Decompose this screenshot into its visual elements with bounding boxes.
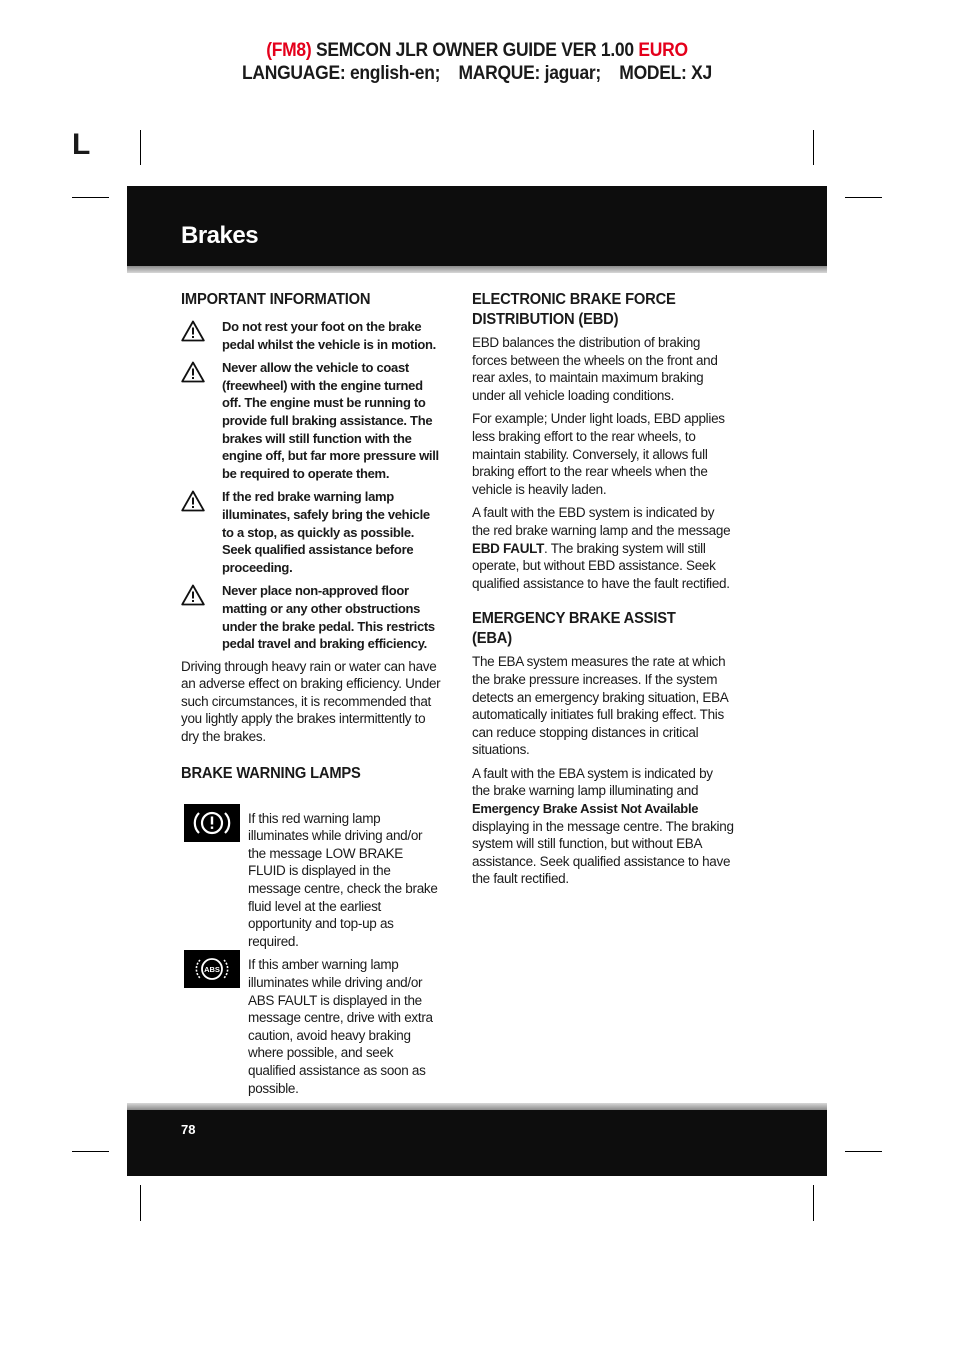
ebd-fault-message: EBD FAULT [472,540,545,556]
warning-text: Do not rest your foot on the brake pedal whilst the vehicle is in motion. [222,319,436,352]
lamp-item [181,956,443,1097]
ebd-paragraph-3 [472,504,734,592]
warning-triangle-icon [181,359,222,388]
left-column [181,290,443,1097]
document-header-line1 [38,40,916,62]
ebd-paragraph-2: For example; Under light loads, EBD applies less braking effort to the rear wheels, to maintain stability. Conversely, it allows full braking effort to the rear wheels when the vehicle is heavily laden. [472,411,725,497]
crop-mark [72,1151,109,1152]
eba-heading: EMERGENCY BRAKE ASSIST (EBA) [472,610,676,648]
crop-mark [140,130,141,165]
warning-text: Never place non-approved floor matting or any other obstructions under the brake pedal. This restricts pedal travel and braking efficiency. [222,583,435,652]
warning-text: If the red brake warning lamp illuminates, safely bring the vehicle to a stop, as quickly as possible. Seek qualified assistance before proceeding. [222,489,430,575]
crop-mark [813,1185,814,1221]
ebd-heading: ELECTRONIC BRAKE FORCE DISTRIBUTION (EBD) [472,291,676,328]
header-region: EURO [638,40,688,61]
page-number: 78 [181,1122,196,1137]
crop-mark [845,197,882,198]
header-guide-title: SEMCON JLR OWNER GUIDE VER 1.00 [311,40,639,61]
ebd-fault-text: A fault with the EBD system is indicated by the red brake warning lamp and the message [472,505,731,538]
warning-item [181,582,443,652]
crop-mark [813,130,814,165]
corner-letter: L [72,128,91,161]
crop-mark [140,1185,141,1221]
warning-text: Never allow the vehicle to coast (freewheel) with the engine turned off. The engine must be running to provide full braking assistance. The brakes will still function with the engine off, but far more pressure will be required to operate them. [222,360,439,481]
brake-lamps-heading: BRAKE WARNING LAMPS [181,764,361,782]
warning-item [181,318,443,353]
right-column [472,290,734,888]
document-header-line2: LANGUAGE: english-en; MARQUE: jaguar; MODEL: XJ [242,63,712,84]
abs-warning-icon [184,950,240,988]
header-fm8: (FM8) [266,40,312,61]
footer-band-shadow [127,1103,827,1110]
lamp-description: If this red warning lamp illuminates while driving and/or the message LOW BRAKE FLUID is displayed in the message centre, check the brake fluid level at the earliest opportunity and top-up as required. [248,810,438,949]
eba-fault-text-after: displaying in the message centre. The braking system will still function, but without EBA assistance. Seek qualified assistance to have the fault rectified. [472,818,734,887]
page-title: Brakes [181,222,259,249]
important-info-heading: IMPORTANT INFORMATION [181,291,371,308]
abs-icon-label: ABS [204,965,220,975]
warning-item [181,359,443,482]
lamp-item [181,810,443,951]
eba-fault-text: A fault with the EBA system is indicated by the brake warning lamp illuminating and [472,765,713,799]
lamp-description: If this amber warning lamp illuminates while driving and/or ABS FAULT is displayed in the message centre, drive with extra caution, avoid heavy braking where possible, and seek qualified assistance as soon as possible. [248,957,433,1096]
eba-paragraph-2 [472,765,734,888]
warning-triangle-icon [181,582,222,611]
warning-triangle-icon [181,318,222,347]
warning-item [181,488,443,576]
rain-paragraph: Driving through heavy rain or water can have an adverse effect on braking efficiency. Under such circumstances, it is recommended that you lightly apply the brakes intermittently to dry the brakes. [181,658,441,745]
crop-mark [72,197,109,198]
brake-warning-icon [184,804,240,842]
title-band-shadow [127,266,827,273]
warning-triangle-icon [181,488,222,517]
eba-fault-message: Emergency Brake Assist Not Available [472,801,699,817]
crop-mark [845,1151,882,1152]
footer-band [127,1110,827,1176]
eba-paragraph-1: The EBA system measures the rate at which the brake pressure increases. If the system detects an emergency braking situation, EBA automatically initiates full braking effect. This can reduce stopping distances in critical situations. [472,654,728,758]
ebd-paragraph-1: EBD balances the distribution of braking forces between the wheels on the front and rear axles, to maintain maximum braking under all vehicle loading conditions. [472,335,718,403]
ebd-fault-text-after: . The braking system will still operate, but without EBD assistance. Seek qualified assistance to have the fault rectified. [472,540,730,591]
